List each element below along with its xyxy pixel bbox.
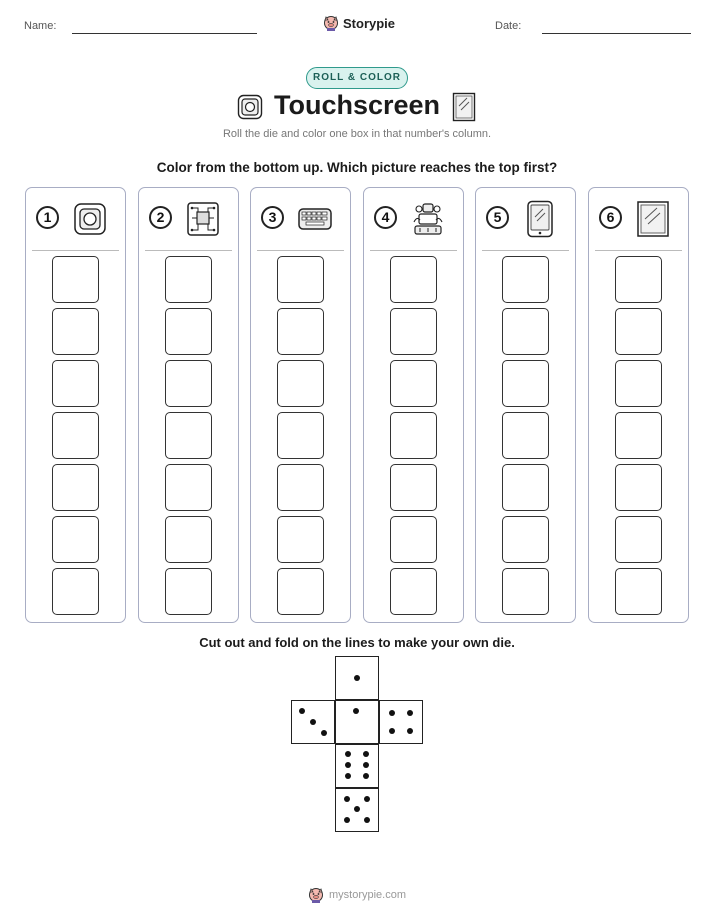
- color-box[interactable]: [52, 516, 99, 563]
- die-pip: [389, 710, 395, 716]
- color-box[interactable]: [502, 360, 549, 407]
- color-box[interactable]: [165, 412, 212, 459]
- column-3: [250, 187, 351, 623]
- date-line[interactable]: [542, 33, 691, 34]
- color-box[interactable]: [165, 308, 212, 355]
- color-box[interactable]: [390, 256, 437, 303]
- color-box[interactable]: [277, 308, 324, 355]
- die-pip: [299, 708, 305, 714]
- die-pip: [353, 708, 359, 714]
- column-number: 6: [599, 206, 622, 229]
- footer-link[interactable]: mystorypie.com: [328, 889, 407, 901]
- die-face-5: [335, 788, 379, 832]
- color-box[interactable]: [615, 256, 662, 303]
- die-face-1: [335, 656, 379, 700]
- color-box[interactable]: [165, 516, 212, 563]
- die-face-4: [379, 700, 423, 744]
- color-box[interactable]: [277, 256, 324, 303]
- machine-robot-icon: [411, 200, 445, 238]
- color-box[interactable]: [277, 360, 324, 407]
- column-divider: [32, 250, 119, 251]
- brand-logo: [323, 13, 395, 33]
- color-box[interactable]: [502, 308, 549, 355]
- column-1: [25, 187, 126, 623]
- column-2: [138, 187, 239, 623]
- color-box[interactable]: [390, 516, 437, 563]
- color-box[interactable]: [165, 568, 212, 615]
- die-pip: [321, 730, 327, 736]
- footer: [0, 886, 714, 904]
- column-divider: [370, 250, 457, 251]
- die-pip: [344, 817, 350, 823]
- die-pip: [363, 751, 369, 757]
- die-instruction: Cut out and fold on the lines to make your own die.: [199, 635, 515, 650]
- pig-mascot-icon: [323, 14, 339, 32]
- brand-name: Storypie: [343, 15, 396, 31]
- column-number: 2: [149, 206, 172, 229]
- die-pip: [364, 817, 370, 823]
- die-pip: [364, 796, 370, 802]
- die-face-1: [335, 700, 379, 744]
- die-pip: [363, 762, 369, 768]
- color-box[interactable]: [615, 464, 662, 511]
- color-box[interactable]: [52, 360, 99, 407]
- die-pip: [354, 675, 360, 681]
- column-divider: [257, 250, 344, 251]
- die-pip: [363, 773, 369, 779]
- column-divider: [145, 250, 232, 251]
- die-net: [290, 656, 424, 834]
- color-box[interactable]: [390, 464, 437, 511]
- column-number: 4: [374, 206, 397, 229]
- column-number: 3: [261, 206, 284, 229]
- circuit-chip-icon: [186, 200, 220, 238]
- touchscreen-panel-icon: [73, 200, 107, 238]
- color-box[interactable]: [615, 516, 662, 563]
- color-box[interactable]: [390, 308, 437, 355]
- color-box[interactable]: [502, 568, 549, 615]
- color-box[interactable]: [615, 568, 662, 615]
- die-pip: [345, 751, 351, 757]
- glass-screen-icon: [636, 200, 670, 238]
- pig-mascot-icon: [308, 886, 324, 904]
- color-box[interactable]: [52, 464, 99, 511]
- color-box[interactable]: [277, 568, 324, 615]
- column-4: [363, 187, 464, 623]
- color-box[interactable]: [502, 516, 549, 563]
- color-box[interactable]: [277, 516, 324, 563]
- name-line[interactable]: [72, 33, 257, 34]
- instruction: Color from the bottom up. Which picture reaches the top first?: [156, 160, 558, 175]
- die-pip: [345, 773, 351, 779]
- column-6: [588, 187, 689, 623]
- color-box[interactable]: [277, 412, 324, 459]
- activity-badge: ROLL & COLOR: [306, 67, 408, 89]
- die-pip: [310, 719, 316, 725]
- color-box[interactable]: [390, 568, 437, 615]
- subtitle: Roll the die and color one box in that number's column.: [222, 128, 492, 140]
- color-box[interactable]: [165, 360, 212, 407]
- page-title: Touchscreen: [273, 90, 441, 120]
- color-box[interactable]: [502, 256, 549, 303]
- touchscreen-panel-icon: [237, 94, 263, 120]
- die-face-3: [291, 700, 335, 744]
- die-face-6: [335, 744, 379, 788]
- die-pip: [407, 728, 413, 734]
- color-box[interactable]: [52, 308, 99, 355]
- column-number: 5: [486, 206, 509, 229]
- die-pip: [354, 806, 360, 812]
- column-5: [475, 187, 576, 623]
- column-divider: [595, 250, 682, 251]
- die-pip: [407, 710, 413, 716]
- column-divider: [482, 250, 569, 251]
- keyboard-icon: [298, 200, 332, 238]
- die-pip: [389, 728, 395, 734]
- column-number: 1: [36, 206, 59, 229]
- date-label: Date:: [495, 20, 522, 32]
- color-box[interactable]: [52, 568, 99, 615]
- color-box[interactable]: [502, 464, 549, 511]
- color-box[interactable]: [390, 360, 437, 407]
- color-box[interactable]: [165, 464, 212, 511]
- color-box[interactable]: [615, 360, 662, 407]
- color-box[interactable]: [615, 412, 662, 459]
- color-box[interactable]: [615, 308, 662, 355]
- color-box[interactable]: [52, 256, 99, 303]
- name-label: Name:: [24, 20, 57, 32]
- color-box[interactable]: [165, 256, 212, 303]
- color-box[interactable]: [277, 464, 324, 511]
- color-box[interactable]: [52, 412, 99, 459]
- die-pip: [345, 762, 351, 768]
- glass-screen-icon: [452, 92, 476, 122]
- color-box[interactable]: [390, 412, 437, 459]
- die-pip: [344, 796, 350, 802]
- color-box[interactable]: [502, 412, 549, 459]
- tablet-icon: [523, 200, 557, 238]
